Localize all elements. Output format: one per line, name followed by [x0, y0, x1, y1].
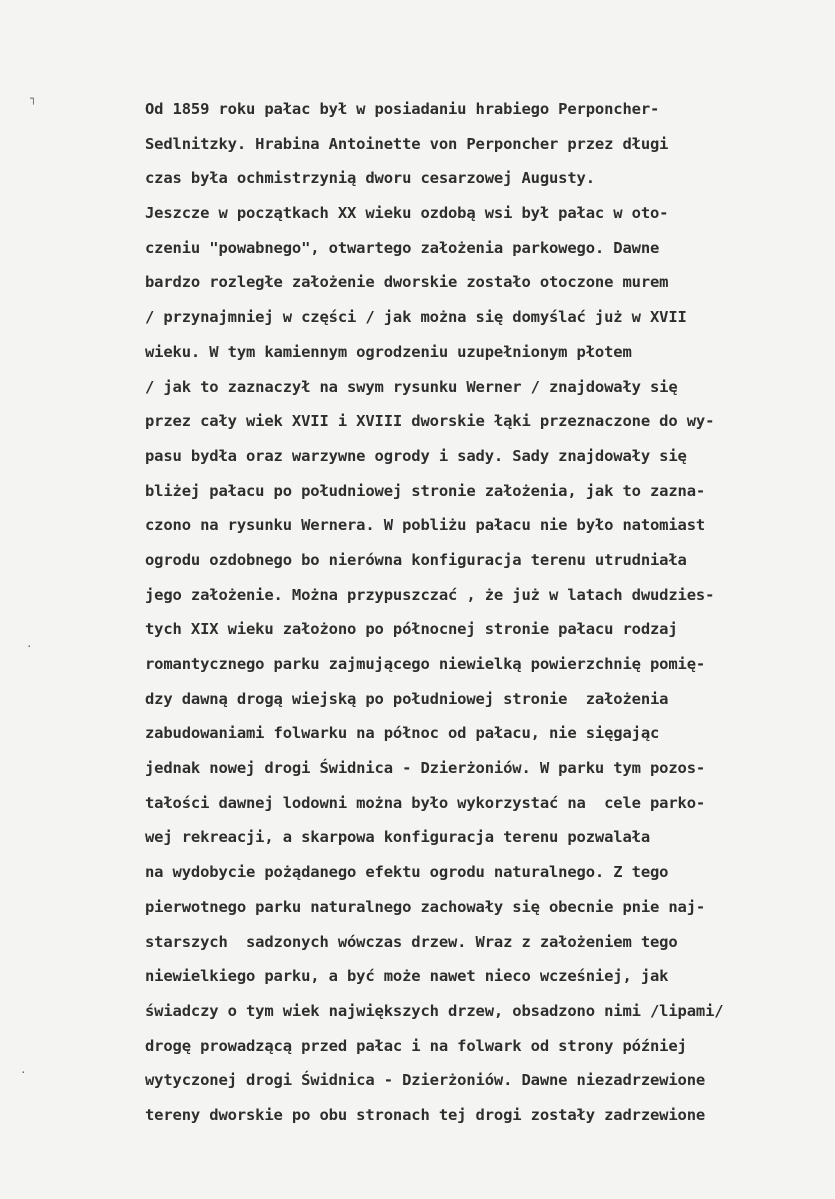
text-line: wej rekreacji, a skarpowa konfiguracja terenu pozwalała — [145, 828, 650, 847]
text-line: Sedlnitzky. Hrabina Antoinette von Perponcher przez długi — [145, 134, 669, 153]
text-line: ogrodu ozdobnego bo nierówna konfiguracja terenu utrudniała — [145, 550, 687, 569]
text-line: tereny dworskie po obu stronach tej drogi zostały zadrzewione — [145, 1105, 706, 1124]
text-line: pasu bydła oraz warzywne ogrody i sady. Sady znajdowały się — [145, 446, 687, 465]
text-line: starszych sadzonych wówczas drzew. Wraz z założeniem tego — [145, 932, 678, 951]
text-line: jego założenie. Można przypuszczać , że już w latach dwudzies- — [145, 585, 715, 604]
text-line: drogę prowadzącą przed pałac i na folwark od strony później — [145, 1036, 687, 1055]
text-line: tych XIX wieku założono po północnej stronie pałacu rodzaj — [145, 620, 678, 639]
text-line: bliżej pałacu po południowej stronie założenia, jak to zazna- — [145, 481, 706, 500]
punch-mark: ┐ — [30, 92, 37, 105]
text-line: niewielkiego parku, a być może nawet nieco wcześniej, jak — [145, 967, 669, 986]
text-line: jednak nowej drogi Świdnica - Dzierżoniów. W parku tym pozos- — [145, 759, 706, 778]
text-line: na wydobycie pożądanego efektu ogrodu naturalnego. Z tego — [145, 863, 669, 882]
text-line: romantycznego parku zajmującego niewielką powierzchnię pomię- — [145, 655, 706, 673]
text-line: Jeszcze w początkach XX wieku ozdobą wsi był pałac w oto- — [145, 204, 669, 223]
text-line: tałości dawnej lodowni można było wykorzystać na cele parko- — [145, 793, 706, 812]
text-line: pierwotnego parku naturalnego zachowały się obecnie pnie naj- — [145, 897, 706, 916]
text-line: czono na rysunku Wernera. W pobliżu pałacu nie było natomiast — [145, 516, 706, 535]
text-line: przez cały wiek XVII i XVIII dworskie łąki przeznaczone do wy- — [145, 412, 715, 431]
text-line: wieku. W tym kamiennym ogrodzeniu uzupełnionym płotem — [145, 342, 632, 361]
punch-mark: · — [26, 640, 33, 653]
text-line: Od 1859 roku pałac był w posiadaniu hrabiego Perponcher- — [145, 100, 660, 118]
text-line: / przynajmniej w części / jak można się domyślać już w XVII — [145, 308, 687, 327]
text-line: świadczy o tym wiek największych drzew, obsadzono nimi /lipami/ — [145, 1001, 724, 1020]
text-line: wytyczonej drogi Świdnica - Dzierżoniów. Dawne niezadrzewione — [145, 1071, 706, 1090]
text-line: / jak to zaznaczył na swym rysunku Werner / znajdowały się — [145, 377, 678, 396]
text-line: czas była ochmistrzynią dworu cesarzowej Augusty. — [145, 169, 595, 188]
punch-mark: · — [20, 1066, 27, 1079]
text-line: czeniu "powabnego", otwartego założenia parkowego. Dawne — [145, 238, 660, 257]
text-line: bardzo rozległe założenie dworskie zostało otoczone murem — [145, 273, 669, 292]
typed-text-body — [145, 92, 825, 1133]
text-line: zabudowaniami folwarku na północ od pałacu, nie sięgając — [145, 724, 660, 743]
text-line: dzy dawną drogą wiejską po południowej stronie założenia — [145, 689, 669, 708]
